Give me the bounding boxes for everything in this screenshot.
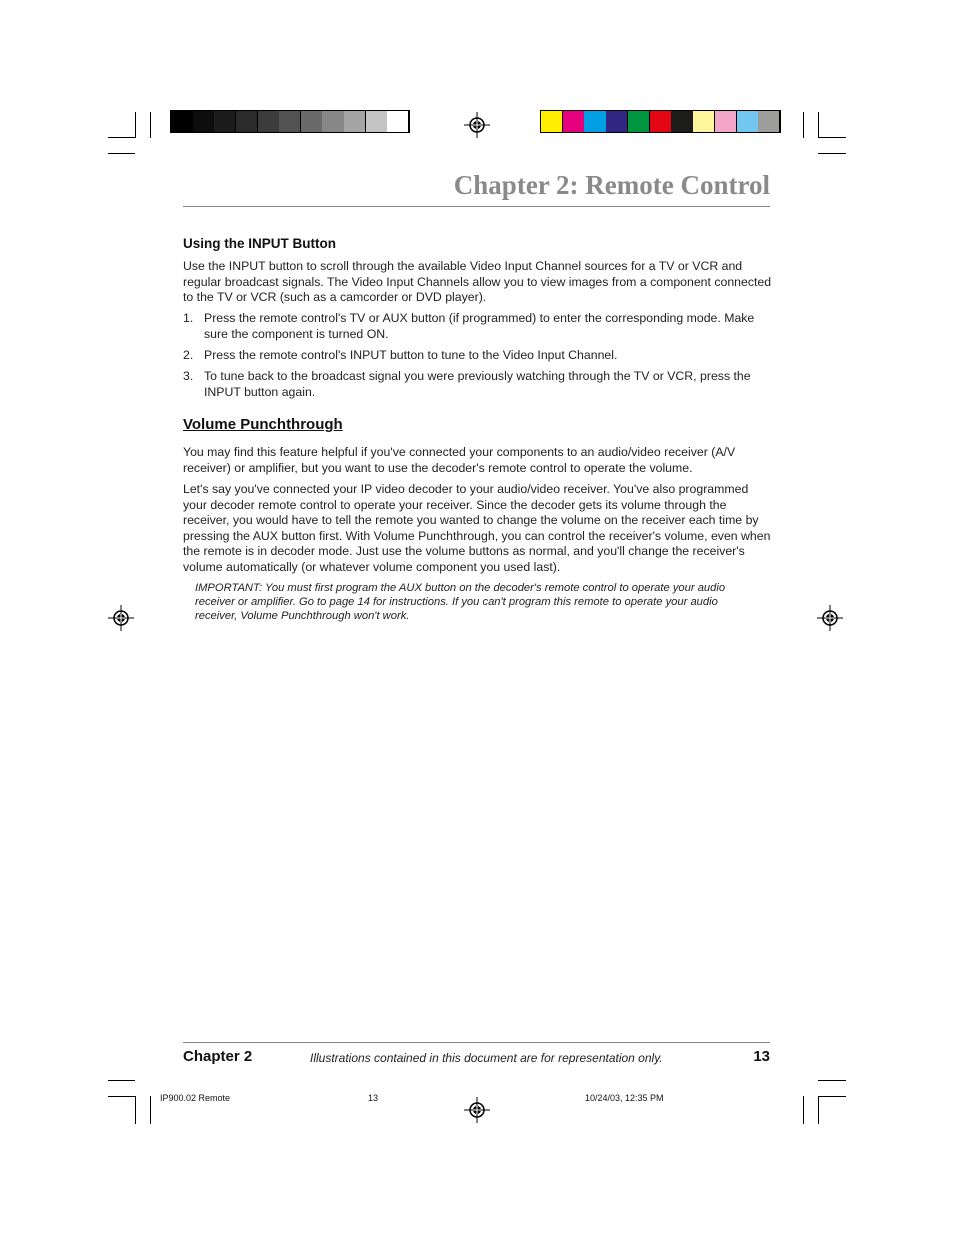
list-number: 2. bbox=[183, 348, 194, 362]
color-swatch bbox=[563, 111, 585, 132]
crop-mark bbox=[818, 1080, 846, 1081]
color-swatch bbox=[387, 111, 409, 132]
color-swatch bbox=[584, 111, 606, 132]
paragraph: Let's say you've connected your IP video decoder to your audio/video receiver. You've also programmed your decoder remote control to operate your receiver. Since the decoder gets its volume through the receiver, you would have to tell the remote you wanted to change the volume on the receiver each time by pressing the AUX button first. With Volume Punchthrough, you can control the receiver's volume, even when the remote is in decoder mode. Just use the volume buttons as normal, and you'll change the receiver's volume automatically (or whatever volume component you used last). bbox=[183, 482, 771, 574]
important-note: IMPORTANT: You must first program the AUX button on the decoder's remote control to operate your audio receiver or amplifier. Go to page 14 for instructions. If you can't program this remote to operate your audio receiver, Volume Punchthrough won't work. bbox=[195, 582, 726, 622]
color-swatch bbox=[344, 111, 366, 132]
registration-mark-icon bbox=[464, 1097, 490, 1123]
list-number: 1. bbox=[183, 311, 194, 325]
color-swatch bbox=[236, 111, 258, 132]
list-text: To tune back to the broadcast signal you were previously watching through the TV or VCR, press the INPUT button again. bbox=[204, 369, 751, 399]
color-swatch bbox=[301, 111, 323, 132]
header-rule bbox=[183, 206, 770, 207]
color-swatch bbox=[279, 111, 301, 132]
list-text: Press the remote control's TV or AUX button (if programmed) to enter the corresponding mode. Make sure the component is turned ON. bbox=[204, 311, 755, 341]
color-swatch bbox=[214, 111, 236, 132]
color-swatch bbox=[628, 111, 650, 132]
slug-page: 13 bbox=[368, 1093, 379, 1103]
process-color-bar bbox=[540, 110, 781, 133]
crop-mark bbox=[135, 1096, 136, 1124]
grayscale-color-bar bbox=[170, 110, 410, 133]
paragraph: Use the INPUT button to scroll through the available Video Input Channel sources for a TV or VCR and regular broadcast signals. The Video Input Channels allow you to view images from a component connected to the TV or VCR (such as a camcorder or DVD player). bbox=[183, 259, 772, 305]
color-swatch bbox=[366, 111, 388, 132]
slug-date: 10/24/03, 12:35 PM bbox=[585, 1093, 664, 1103]
crop-mark bbox=[108, 153, 135, 154]
crop-mark bbox=[818, 112, 819, 138]
color-swatch bbox=[193, 111, 215, 132]
color-swatch bbox=[671, 111, 693, 132]
section-heading-input-button: Using the INPUT Button bbox=[183, 236, 336, 251]
crop-mark bbox=[108, 137, 135, 138]
crop-mark bbox=[818, 137, 846, 138]
footer-chapter: Chapter 2 bbox=[183, 1048, 253, 1065]
color-swatch bbox=[541, 111, 563, 132]
footer-rule bbox=[183, 1042, 770, 1043]
color-swatch bbox=[322, 111, 344, 132]
paragraph: You may find this feature helpful if you've connected your components to an audio/video receiver (A/V receiver) or amplifier, but you want to use the decoder's remote control to operate the volume. bbox=[183, 445, 736, 475]
crop-mark bbox=[803, 1096, 804, 1124]
crop-mark bbox=[803, 112, 804, 138]
crop-mark bbox=[108, 1096, 135, 1097]
crop-mark bbox=[818, 153, 846, 154]
section-heading-volume-punchthrough: Volume Punchthrough bbox=[183, 416, 343, 433]
color-swatch bbox=[758, 111, 780, 132]
registration-mark-icon bbox=[108, 605, 134, 631]
slug-filename: IP900.02 Remote bbox=[160, 1093, 231, 1103]
registration-mark-icon bbox=[464, 112, 490, 138]
color-swatch bbox=[737, 111, 759, 132]
crop-mark bbox=[135, 112, 136, 138]
color-swatch bbox=[606, 111, 628, 132]
registration-mark-icon bbox=[817, 605, 843, 631]
list-number: 3. bbox=[183, 369, 194, 383]
color-swatch bbox=[715, 111, 737, 132]
color-swatch bbox=[650, 111, 672, 132]
color-swatch bbox=[258, 111, 280, 132]
crop-mark bbox=[150, 1096, 151, 1124]
footer-disclaimer: Illustrations contained in this document are for representation only. bbox=[310, 1051, 663, 1065]
page-title: Chapter 2: Remote Control bbox=[453, 170, 770, 200]
crop-mark bbox=[150, 112, 151, 138]
color-swatch bbox=[693, 111, 715, 132]
crop-mark bbox=[818, 1096, 846, 1097]
color-swatch bbox=[171, 111, 193, 132]
list-text: Press the remote control's INPUT button to tune to the Video Input Channel. bbox=[204, 348, 618, 362]
crop-mark bbox=[108, 1080, 135, 1081]
page-number: 13 bbox=[753, 1048, 770, 1065]
crop-mark bbox=[818, 1096, 819, 1124]
